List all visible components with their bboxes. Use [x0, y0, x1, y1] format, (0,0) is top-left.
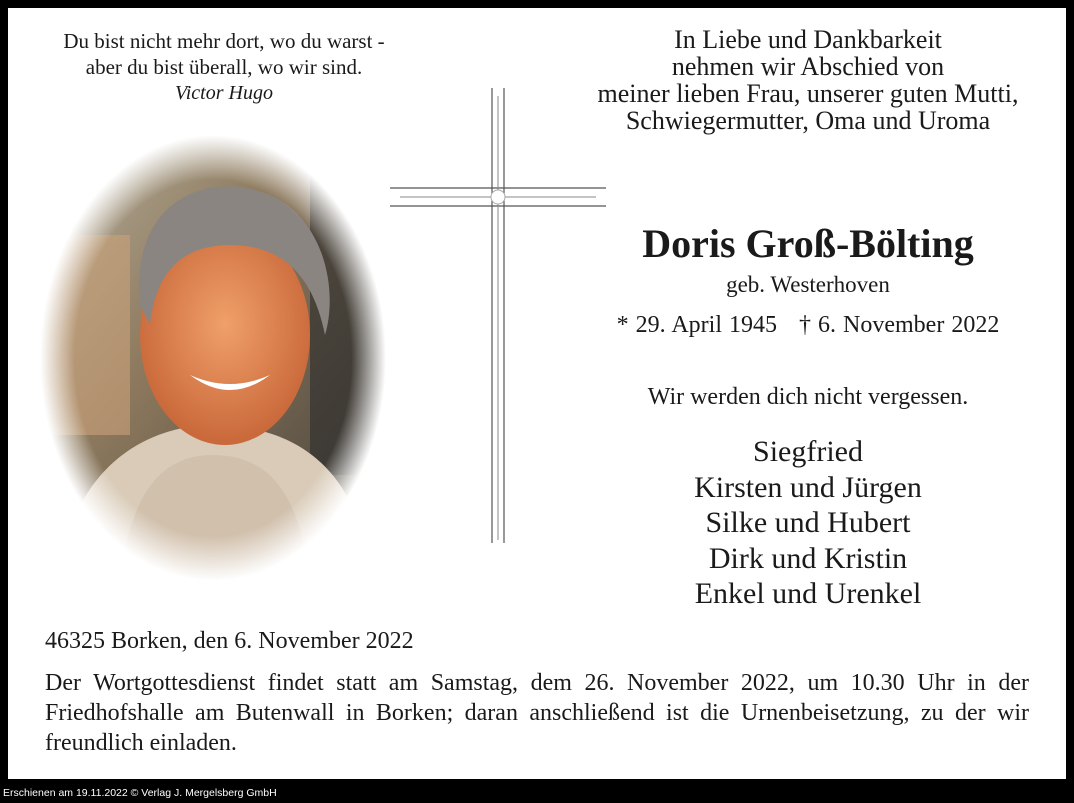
family-list	[558, 434, 1058, 612]
quote-block	[24, 28, 424, 106]
family-member: Silke und Hubert	[705, 506, 911, 539]
birth-name: geb. Westerhoven	[726, 272, 890, 297]
family-member: Dirk und Kristin	[708, 541, 908, 575]
publication-footer: Erschienen am 19.11.2022 © Verlag J. Mergelsberg GmbH	[3, 787, 277, 799]
remembrance-text: Wir werden dich nicht vergessen.	[647, 384, 969, 410]
deceased-name: Doris Groß-Bölting	[642, 221, 974, 266]
family-member: Kirsten und Jürgen	[694, 470, 922, 504]
family-member: Siegfried	[753, 435, 863, 468]
death-date: † 6. November 2022	[799, 312, 1000, 338]
obituary-card	[8, 8, 1066, 779]
life-dates	[558, 312, 1058, 339]
family-member: Enkel und Urenkel	[694, 577, 922, 610]
birth-date: * 29. April 1945	[616, 312, 778, 338]
quote-line-2: aber du bist überall, wo wir sind.	[85, 55, 363, 79]
service-announcement: Der Wortgottesdienst findet statt am Samstag, dem 26. November 2022, um 10.30 Uhr in der Friedhofshalle am Butenwall in Borken; daran anschließend ist die Urnenbeisetzung, zu der wir freundlich einladen.	[45, 670, 1029, 756]
quote-line-1: Du bist nicht mehr dort, wo du warst -	[63, 29, 385, 53]
intro-text	[558, 26, 1058, 134]
intro-line-1: In Liebe und Dankbarkeit	[674, 25, 942, 54]
quote-author: Victor Hugo	[175, 82, 273, 104]
intro-line-4: Schwiegermutter, Oma und Uroma	[625, 106, 991, 135]
portrait-photo	[40, 135, 386, 581]
intro-line-2: nehmen wir Abschied von	[671, 52, 945, 81]
intro-line-3: meiner lieben Frau, unserer guten Mutti,	[597, 79, 1019, 108]
place-date: 46325 Borken, den 6. November 2022	[45, 628, 414, 654]
